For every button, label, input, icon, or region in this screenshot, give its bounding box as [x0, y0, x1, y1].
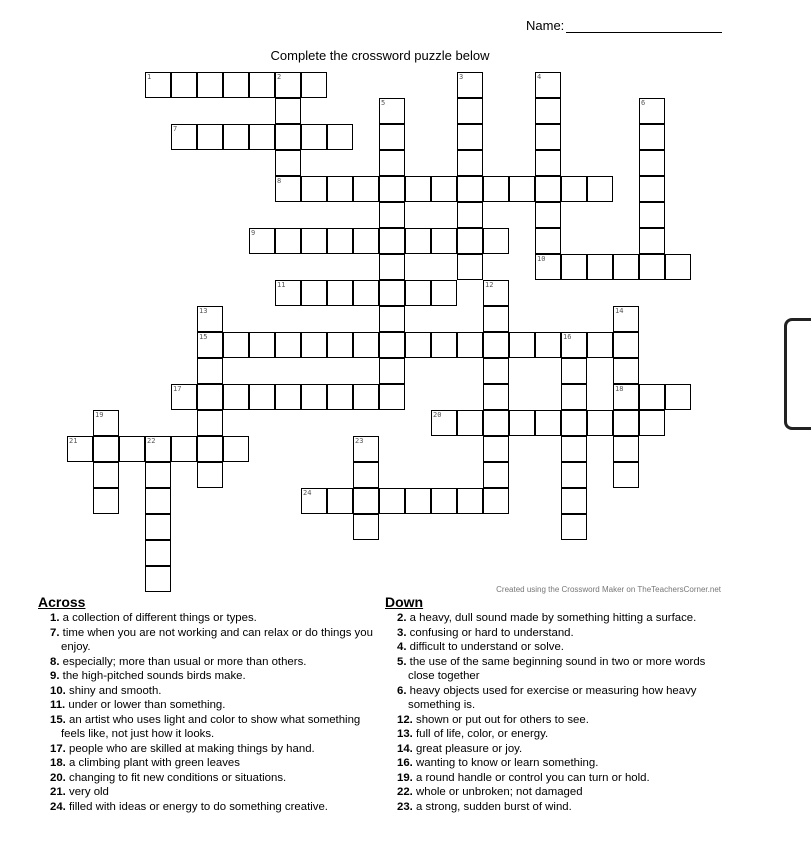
grid-cell[interactable] — [119, 436, 145, 462]
cell-number: 20 — [433, 411, 442, 419]
grid-cell[interactable] — [327, 384, 353, 410]
cell-number: 13 — [199, 307, 208, 315]
grid-cell[interactable] — [665, 254, 691, 280]
down-clue-number: 13. — [397, 728, 413, 740]
down-clue-text: shown or put out for others to see. — [412, 713, 589, 726]
grid-cell[interactable] — [613, 358, 639, 384]
across-clue — [50, 756, 373, 771]
down-clue-number: 6. — [397, 684, 407, 697]
grid-cell[interactable] — [457, 254, 483, 280]
grid-cell[interactable] — [535, 410, 561, 436]
across-clue-number: 8. — [50, 655, 60, 668]
grid-cell[interactable] — [639, 202, 665, 228]
across-clue-text: very old — [65, 786, 109, 798]
across-list — [38, 611, 373, 814]
cell-number: 3 — [459, 73, 464, 81]
down-clue-number: 3. — [397, 626, 407, 639]
grid-cell[interactable] — [197, 332, 223, 358]
down-clue-text: a strong, sudden burst of wind. — [412, 800, 572, 813]
down-clue — [397, 742, 715, 757]
grid-cell[interactable] — [197, 410, 223, 436]
grid-cell[interactable] — [275, 98, 301, 124]
grid-cell[interactable] — [301, 176, 327, 202]
grid-cell[interactable] — [353, 436, 379, 462]
grid-cell[interactable] — [509, 410, 535, 436]
grid-cell[interactable] — [145, 72, 171, 98]
grid-cell[interactable] — [457, 176, 483, 202]
grid-cell[interactable] — [431, 410, 457, 436]
grid-cell[interactable] — [639, 254, 665, 280]
across-heading: Across — [38, 594, 86, 610]
grid-cell[interactable] — [665, 384, 691, 410]
across-clue — [50, 742, 373, 757]
grid-cell[interactable] — [483, 462, 509, 488]
across-clue-number: 10. — [50, 684, 66, 697]
grid-cell[interactable] — [431, 228, 457, 254]
grid-cell[interactable] — [353, 462, 379, 488]
grid-cell[interactable] — [379, 176, 405, 202]
cell-number: 11 — [277, 281, 286, 289]
name-label: Name: — [526, 18, 565, 33]
grid-cell[interactable] — [197, 72, 223, 98]
down-clue-number: 14. — [397, 742, 413, 755]
grid-cell[interactable] — [67, 436, 93, 462]
grid-cell[interactable] — [405, 176, 431, 202]
down-clue-number: 16. — [397, 757, 413, 769]
cell-number: 12 — [485, 281, 494, 289]
down-clue-number: 5. — [397, 655, 407, 668]
grid-cell[interactable] — [431, 332, 457, 358]
grid-cell[interactable] — [535, 98, 561, 124]
across-clue-number: 15. — [50, 713, 66, 726]
grid-cell[interactable] — [405, 228, 431, 254]
across-clue-number: 17. — [50, 742, 66, 755]
cell-number: 24 — [303, 489, 312, 497]
grid-cell[interactable] — [561, 410, 587, 436]
grid-cell[interactable] — [561, 254, 587, 280]
grid-cell[interactable] — [483, 228, 509, 254]
grid-cell[interactable] — [483, 358, 509, 384]
across-clue-text: the high-pitched sounds birds make. — [59, 670, 246, 682]
grid-cell[interactable] — [405, 332, 431, 358]
cell-number: 8 — [277, 177, 282, 185]
across-clue-text: especially; more than usual or more than others. — [59, 655, 307, 668]
across-clue-text: filled with ideas or energy to do something creative. — [65, 800, 328, 813]
across-clue — [50, 626, 373, 655]
grid-cell[interactable] — [379, 202, 405, 228]
grid-cell[interactable] — [301, 280, 327, 306]
grid-cell[interactable] — [249, 228, 275, 254]
grid-cell[interactable] — [223, 332, 249, 358]
grid-cell[interactable] — [587, 176, 613, 202]
grid-cell[interactable] — [561, 358, 587, 384]
down-clue-number: 4. — [397, 641, 407, 653]
grid-cell[interactable] — [197, 384, 223, 410]
cell-number: 15 — [199, 333, 208, 341]
across-clue — [50, 800, 373, 815]
grid-cell[interactable] — [431, 280, 457, 306]
down-clue — [397, 756, 715, 771]
grid-cell[interactable] — [613, 254, 639, 280]
grid-cell[interactable] — [405, 280, 431, 306]
grid-cell[interactable] — [275, 72, 301, 98]
down-heading: Down — [385, 594, 424, 610]
down-clue — [397, 655, 715, 684]
grid-cell[interactable] — [145, 540, 171, 566]
grid-cell[interactable] — [249, 332, 275, 358]
down-clue-number: 12. — [397, 713, 413, 726]
grid-cell[interactable] — [613, 306, 639, 332]
down-clue-text: the use of the same beginning sound in two or more words close together — [406, 655, 706, 682]
grid-cell[interactable] — [301, 124, 327, 150]
down-clues — [385, 594, 715, 814]
grid-cell[interactable] — [197, 124, 223, 150]
down-clue-text: heavy objects used for exercise or measuring how heavy something is. — [406, 684, 697, 711]
grid-cell[interactable] — [145, 462, 171, 488]
grid-cell[interactable] — [379, 124, 405, 150]
across-clue — [50, 771, 373, 786]
grid-cell[interactable] — [561, 514, 587, 540]
grid-cell[interactable] — [327, 176, 353, 202]
grid-cell[interactable] — [327, 332, 353, 358]
across-clue-number: 9. — [50, 670, 60, 682]
grid-cell[interactable] — [587, 410, 613, 436]
grid-cell[interactable] — [275, 228, 301, 254]
grid-cell[interactable] — [379, 306, 405, 332]
grid-cell[interactable] — [275, 332, 301, 358]
across-clue-text: shiny and smooth. — [65, 684, 162, 697]
grid-cell[interactable] — [483, 436, 509, 462]
grid-cell[interactable] — [457, 124, 483, 150]
grid-cell[interactable] — [561, 176, 587, 202]
grid-cell[interactable] — [509, 332, 535, 358]
down-clue-text: whole or unbroken; not damaged — [412, 786, 583, 798]
grid-cell[interactable] — [275, 280, 301, 306]
grid-cell[interactable] — [483, 410, 509, 436]
across-clue — [50, 698, 373, 713]
grid-cell[interactable] — [535, 176, 561, 202]
grid-cell[interactable] — [483, 306, 509, 332]
grid-cell[interactable] — [613, 436, 639, 462]
across-clue-text: a collection of different things or types. — [59, 612, 257, 624]
grid-cell[interactable] — [561, 462, 587, 488]
grid-cell[interactable] — [405, 488, 431, 514]
grid-cell[interactable] — [613, 384, 639, 410]
down-clue-text: great pleasure or joy. — [412, 742, 523, 755]
grid-cell[interactable] — [145, 514, 171, 540]
grid-cell[interactable] — [457, 202, 483, 228]
grid-cell[interactable] — [535, 254, 561, 280]
grid-cell[interactable] — [457, 150, 483, 176]
grid-cell[interactable] — [301, 228, 327, 254]
grid-cell[interactable] — [93, 436, 119, 462]
grid-cell[interactable] — [379, 332, 405, 358]
down-clue-text: confusing or hard to understand. — [406, 626, 574, 639]
across-clue-text: people who are skilled at making things by hand. — [65, 742, 315, 755]
grid-cell[interactable] — [197, 358, 223, 384]
across-clue — [50, 655, 373, 670]
across-clue-text: an artist who uses light and color to show what something feels like, not just how it looks. — [61, 713, 361, 740]
grid-cell[interactable] — [535, 124, 561, 150]
down-clue — [397, 727, 715, 742]
down-clue-text: wanting to know or learn something. — [412, 757, 599, 769]
grid-cell[interactable] — [379, 280, 405, 306]
grid-cell[interactable] — [327, 488, 353, 514]
cell-number: 4 — [537, 73, 542, 81]
across-clue-text: changing to fit new conditions or situations. — [65, 771, 287, 784]
cell-number: 5 — [381, 99, 386, 107]
grid-cell[interactable] — [639, 176, 665, 202]
cell-number: 21 — [69, 437, 78, 445]
grid-cell[interactable] — [613, 462, 639, 488]
down-clue — [397, 684, 715, 713]
grid-cell[interactable] — [327, 124, 353, 150]
grid-cell[interactable] — [457, 98, 483, 124]
name-underline — [566, 19, 722, 33]
across-clue — [50, 684, 373, 699]
grid-cell[interactable] — [249, 124, 275, 150]
grid-cell[interactable] — [561, 436, 587, 462]
grid-cell[interactable] — [639, 384, 665, 410]
grid-cell[interactable] — [379, 228, 405, 254]
grid-cell[interactable] — [223, 124, 249, 150]
across-clue-number: 1. — [50, 612, 60, 624]
grid-cell[interactable] — [93, 488, 119, 514]
grid-cell[interactable] — [561, 488, 587, 514]
cell-number: 14 — [615, 307, 624, 315]
grid-cell[interactable] — [587, 332, 613, 358]
down-clue — [397, 611, 715, 626]
grid-cell[interactable] — [535, 332, 561, 358]
grid-cell[interactable] — [379, 150, 405, 176]
across-clue — [50, 611, 373, 626]
grid-cell[interactable] — [275, 384, 301, 410]
grid-cell[interactable] — [483, 488, 509, 514]
down-clue-number: 2. — [397, 612, 407, 624]
down-clue — [397, 626, 715, 641]
grid-cell[interactable] — [145, 488, 171, 514]
grid-cell[interactable] — [197, 436, 223, 462]
grid-cell[interactable] — [275, 124, 301, 150]
down-clue-text: difficult to understand or solve. — [406, 641, 564, 653]
grid-cell[interactable] — [535, 72, 561, 98]
grid-cell[interactable] — [379, 384, 405, 410]
down-clue-text: a heavy, dull sound made by something hitting a surface. — [406, 612, 697, 624]
cell-number: 9 — [251, 229, 256, 237]
grid-cell[interactable] — [327, 280, 353, 306]
across-clue-number: 21. — [50, 786, 66, 798]
grid-cell[interactable] — [301, 72, 327, 98]
cell-number: 23 — [355, 437, 364, 445]
cell-number: 16 — [563, 333, 572, 341]
grid-cell[interactable] — [301, 332, 327, 358]
across-clue — [50, 713, 373, 742]
across-clue-number: 7. — [50, 626, 60, 639]
grid-cell[interactable] — [353, 228, 379, 254]
across-clue — [50, 785, 373, 800]
down-clue-text: a round handle or control you can turn or hold. — [412, 771, 650, 784]
cell-number: 19 — [95, 411, 104, 419]
grid-cell[interactable] — [379, 488, 405, 514]
grid-cell[interactable] — [93, 410, 119, 436]
down-list — [385, 611, 715, 814]
grid-cell[interactable] — [171, 124, 197, 150]
grid-cell[interactable] — [613, 410, 639, 436]
grid-cell[interactable] — [483, 332, 509, 358]
credit-text: Created using the Crossword Maker on TheTeachersCorner.net — [496, 585, 721, 594]
across-clue — [50, 669, 373, 684]
grid-cell[interactable] — [353, 384, 379, 410]
grid-cell[interactable] — [353, 332, 379, 358]
grid-cell[interactable] — [171, 436, 197, 462]
grid-cell[interactable] — [431, 488, 457, 514]
grid-cell[interactable] — [223, 436, 249, 462]
across-clue-text: a climbing plant with green leaves — [65, 757, 240, 769]
grid-cell[interactable] — [353, 514, 379, 540]
grid-cell[interactable] — [431, 176, 457, 202]
across-clue-text: time when you are not working and can relax or do things you enjoy. — [59, 626, 373, 653]
grid-cell[interactable] — [639, 150, 665, 176]
grid-cell[interactable] — [379, 358, 405, 384]
grid-cell[interactable] — [145, 436, 171, 462]
side-panel-edge — [784, 318, 811, 430]
across-clues — [38, 594, 373, 814]
grid-cell[interactable] — [223, 72, 249, 98]
grid-cell[interactable] — [483, 280, 509, 306]
grid-cell[interactable] — [639, 124, 665, 150]
down-clue — [397, 771, 715, 786]
cell-number: 7 — [173, 125, 178, 133]
cell-number: 1 — [147, 73, 152, 81]
cell-number: 2 — [277, 73, 282, 81]
name-field — [526, 18, 722, 33]
grid-cell[interactable] — [457, 72, 483, 98]
down-clue-number: 23. — [397, 800, 413, 813]
grid-cell[interactable] — [275, 176, 301, 202]
grid-cell[interactable] — [613, 332, 639, 358]
across-clue-number: 20. — [50, 771, 66, 784]
grid-cell[interactable] — [327, 228, 353, 254]
across-clue-number: 24. — [50, 800, 66, 813]
grid-cell[interactable] — [587, 254, 613, 280]
cell-number: 6 — [641, 99, 646, 107]
grid-cell[interactable] — [483, 384, 509, 410]
down-clue-number: 19. — [397, 771, 413, 784]
grid-cell[interactable] — [197, 306, 223, 332]
grid-cell[interactable] — [171, 72, 197, 98]
grid-cell[interactable] — [145, 566, 171, 592]
grid-cell[interactable] — [301, 488, 327, 514]
grid-cell[interactable] — [457, 228, 483, 254]
grid-cell[interactable] — [457, 488, 483, 514]
grid-cell[interactable] — [639, 98, 665, 124]
down-clue-text: full of life, color, or energy. — [412, 728, 549, 740]
down-clue — [397, 713, 715, 728]
grid-cell[interactable] — [509, 176, 535, 202]
grid-cell[interactable] — [379, 254, 405, 280]
across-clue-number: 11. — [50, 699, 66, 711]
grid-cell[interactable] — [379, 98, 405, 124]
grid-cell[interactable] — [535, 202, 561, 228]
cell-number: 17 — [173, 385, 182, 393]
down-clue — [397, 640, 715, 655]
across-clue-number: 18. — [50, 757, 66, 769]
grid-cell[interactable] — [249, 72, 275, 98]
grid-cell[interactable] — [197, 462, 223, 488]
grid-cell[interactable] — [535, 150, 561, 176]
grid-cell[interactable] — [457, 410, 483, 436]
grid-cell[interactable] — [535, 228, 561, 254]
grid-cell[interactable] — [301, 384, 327, 410]
grid-cell[interactable] — [457, 332, 483, 358]
down-clue — [397, 785, 715, 800]
cell-number: 10 — [537, 255, 546, 263]
grid-cell[interactable] — [223, 384, 249, 410]
grid-cell[interactable] — [249, 384, 275, 410]
cell-number: 18 — [615, 385, 624, 393]
grid-cell[interactable] — [353, 488, 379, 514]
grid-cell[interactable] — [171, 384, 197, 410]
grid-cell[interactable] — [275, 150, 301, 176]
down-clue-number: 22. — [397, 786, 413, 798]
grid-cell[interactable] — [639, 228, 665, 254]
across-clue-text: under or lower than something. — [65, 699, 226, 711]
grid-cell[interactable] — [353, 280, 379, 306]
grid-cell[interactable] — [561, 384, 587, 410]
grid-cell[interactable] — [483, 176, 509, 202]
grid-cell[interactable] — [639, 410, 665, 436]
cell-number: 22 — [147, 437, 156, 445]
grid-cell[interactable] — [93, 462, 119, 488]
grid-cell[interactable] — [561, 332, 587, 358]
grid-cell[interactable] — [353, 176, 379, 202]
page-title: Complete the crossword puzzle below — [270, 48, 490, 63]
down-clue — [397, 800, 715, 815]
